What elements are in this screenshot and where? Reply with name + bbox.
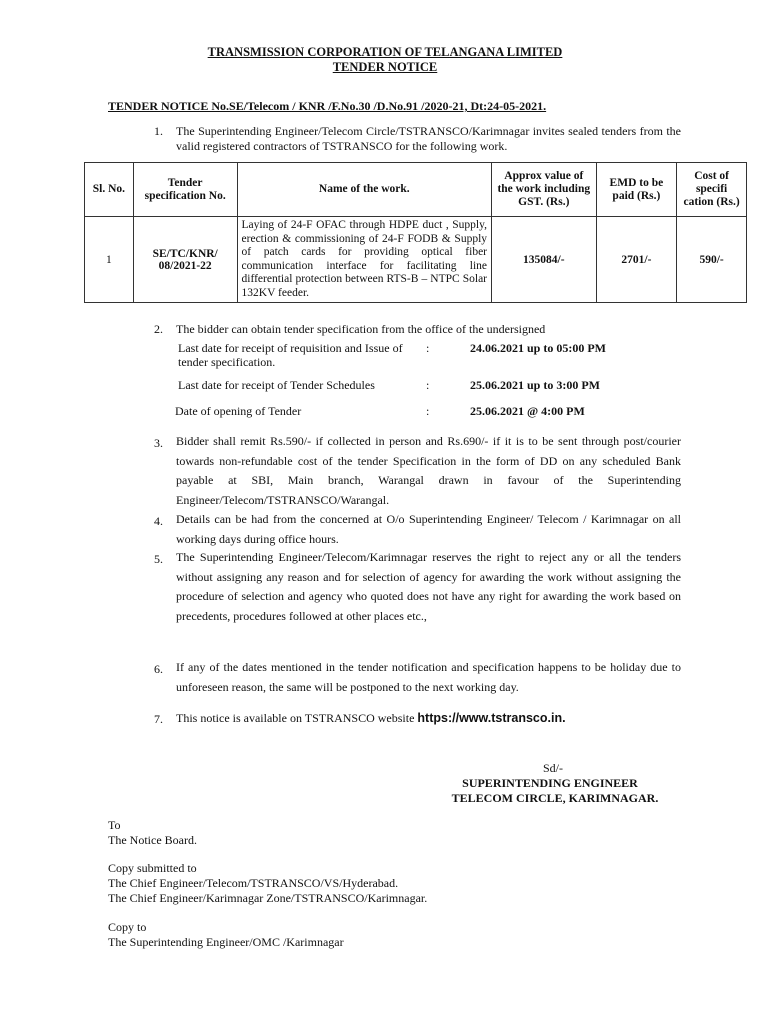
- col-header-sl: Sl. No.: [85, 163, 134, 217]
- table-header-row: [85, 163, 747, 217]
- to-notice-board: The Notice Board.: [108, 833, 197, 847]
- para-4-text: Details can be had from the concerned at O/o Superintending Engineer/ Telecom / Karimnagar on all working days during office hours.: [176, 512, 681, 546]
- para-7-line: [176, 711, 566, 726]
- copy-to-recipient: The Superintending Engineer/OMC /Karimnagar: [108, 935, 344, 949]
- cell-cost: 590/-: [677, 217, 747, 303]
- para-3-number: 3.: [154, 436, 163, 450]
- notice-title: TENDER NOTICE: [332, 60, 438, 74]
- org-title: TRANSMISSION CORPORATION OF TELANGANA LIMITED: [207, 45, 563, 59]
- para-5-number: 5.: [154, 552, 163, 566]
- cell-sl: 1: [85, 217, 134, 303]
- col-header-name: Name of the work.: [237, 163, 491, 217]
- schedule-value-receipt: 25.06.2021 up to 3:00 PM: [470, 378, 600, 392]
- signature-designation: SUPERINTENDING ENGINEER: [462, 776, 638, 790]
- para-4-number: 4.: [154, 514, 163, 528]
- tender-table: [84, 162, 747, 303]
- signature-office: TELECOM CIRCLE, KARIMNAGAR.: [451, 791, 659, 805]
- copy-to-label: Copy to: [108, 920, 147, 934]
- to-label: To: [108, 818, 121, 832]
- website-link[interactable]: https://www.tstransco.in.: [417, 711, 566, 725]
- col-header-cost: Cost of specifi cation (Rs.): [677, 163, 747, 217]
- para-7-number: 7.: [154, 712, 163, 726]
- schedule-colon: :: [426, 341, 430, 355]
- col-header-value: Approx value of the work including GST. (Rs.): [492, 163, 597, 217]
- schedule-colon: :: [426, 404, 430, 418]
- copy-submitted-recipient: The Chief Engineer/Karimnagar Zone/TSTRANSCO/Karimnagar.: [108, 891, 428, 905]
- para-7-text: This notice is available on TSTRANSCO website: [176, 711, 415, 725]
- cell-spec: SE/TC/KNR/ 08/2021-22: [133, 217, 237, 303]
- cell-value: 135084/-: [492, 217, 597, 303]
- para-2-number: 2.: [154, 322, 163, 336]
- cell-work-name: Laying of 24-F OFAC through HDPE duct , Supply, erection & commissioning of 24-F FODB & Supply of patch cards for providing optical fiber communication interface for facilitating line differential protection between RTS-B – NTPC Solar 132KV feeder.: [237, 217, 491, 303]
- schedule-colon: :: [426, 378, 430, 392]
- para-1-number: 1.: [154, 124, 163, 138]
- col-header-spec: Tender specification No.: [133, 163, 237, 217]
- schedule-label-opening: Date of opening of Tender: [175, 404, 302, 418]
- copy-submitted-recipient: The Chief Engineer/Telecom/TSTRANSCO/VS/Hyderabad.: [108, 876, 399, 890]
- signature-sd: Sd/-: [543, 761, 564, 775]
- para-1-text: The Superintending Engineer/Telecom Circle/TSTRANSCO/Karimnagar invites sealed tenders from the valid registered contractors of TSTRANSCO for the following work.: [176, 124, 681, 153]
- para-6-text: If any of the dates mentioned in the tender notification and specification happens to be holiday due to unforeseen reason, the same will be postponed to the next working day.: [176, 660, 681, 694]
- schedule-value-requisition: 24.06.2021 up to 05:00 PM: [470, 341, 606, 355]
- para-6-number: 6.: [154, 662, 163, 676]
- schedule-label-receipt: Last date for receipt of Tender Schedules: [178, 378, 375, 392]
- schedule-label-requisition: Last date for receipt of requisition and Issue of tender specification.: [178, 341, 403, 369]
- col-header-emd: EMD to be paid (Rs.): [596, 163, 677, 217]
- para-2-text: The bidder can obtain tender specification from the office of the undersigned: [176, 322, 546, 336]
- cell-emd: 2701/-: [596, 217, 677, 303]
- tender-reference: TENDER NOTICE No.SE/Telecom / KNR /F.No.30 /D.No.91 /2020-21, Dt:24-05-2021.: [108, 99, 547, 113]
- table-row: [85, 217, 747, 303]
- copy-submitted-label: Copy submitted to: [108, 861, 197, 875]
- para-3-text: Bidder shall remit Rs.590/- if collected in person and Rs.690/- if it is to be sent through post/courier towards non-refundable cost of the tender Specification in the form of DD on any scheduled Bank payable at SBI, Main branch, Warangal drawn in favour of the Superintending Engineer/Telecom/TSTRANSCO/Warangal.: [176, 434, 681, 507]
- schedule-value-opening: 25.06.2021 @ 4:00 PM: [470, 404, 585, 418]
- para-5-text: The Superintending Engineer/Telecom/Karimnagar reserves the right to reject any or all the tenders without assigning any reason and for selection of agency for awarding the work without assigning the procedure of selection and agency who quoted does not have any right for awarding the work based on precedents, procedures followed at other places etc.,: [176, 550, 681, 623]
